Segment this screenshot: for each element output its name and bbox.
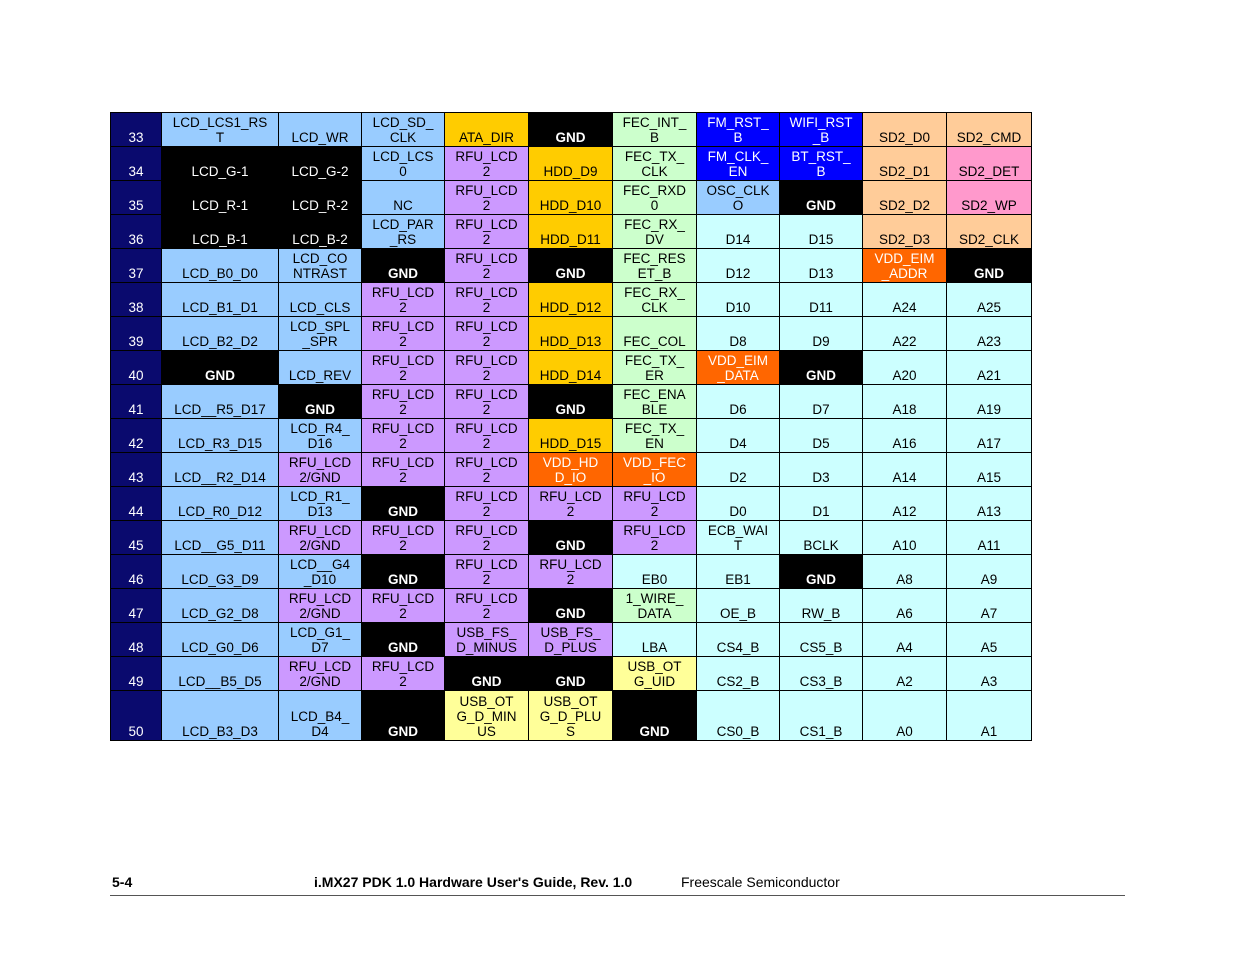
pin-cell: RFU_LCD 2 [445, 147, 529, 181]
row-number-cell: 44 [111, 487, 162, 521]
pin-cell: LCD_R1_ D13 [279, 487, 362, 521]
pin-cell: RFU_LCD 2 [613, 521, 697, 555]
pin-cell: LCD_G3_D9 [162, 555, 279, 589]
pin-cell: RFU_LCD 2 [445, 453, 529, 487]
pin-cell: GND [780, 181, 863, 215]
pin-cell: LCD__B5_D5 [162, 657, 279, 691]
pin-cell: BCLK [780, 521, 863, 555]
pin-cell: FEC_RX_ CLK [613, 283, 697, 317]
pin-cell: A9 [947, 555, 1032, 589]
pin-cell: USB_OT G_D_MIN US [445, 691, 529, 741]
table-row [111, 691, 1032, 741]
pin-cell: VDD_HD D_IO [529, 453, 613, 487]
pin-cell: VDD_EIM _DATA [697, 351, 780, 385]
pin-cell: D11 [780, 283, 863, 317]
pin-cell: A8 [863, 555, 947, 589]
row-number-cell: 43 [111, 453, 162, 487]
pin-cell: FEC_ENA BLE [613, 385, 697, 419]
table-row [111, 317, 1032, 351]
pin-cell: GND [780, 555, 863, 589]
pin-cell: RFU_LCD 2 [445, 283, 529, 317]
pin-cell: RFU_LCD 2 [362, 351, 445, 385]
row-number-cell: 38 [111, 283, 162, 317]
pin-cell: D14 [697, 215, 780, 249]
pin-cell: D12 [697, 249, 780, 283]
pin-cell: A16 [863, 419, 947, 453]
pin-cell: EB0 [613, 555, 697, 589]
pin-cell: SD2_WP [947, 181, 1032, 215]
pin-cell: RFU_LCD 2 [445, 181, 529, 215]
pin-cell: A20 [863, 351, 947, 385]
pin-cell: D9 [780, 317, 863, 351]
pin-cell: GND [279, 385, 362, 419]
pin-cell: GND [529, 385, 613, 419]
pin-cell: SD2_DET [947, 147, 1032, 181]
pin-cell: RFU_LCD 2 [362, 317, 445, 351]
pin-cell: LCD_R-1 [162, 181, 279, 215]
pin-cell: LCD_SD_ CLK [362, 113, 445, 147]
pin-cell: GND [362, 487, 445, 521]
pin-cell: RFU_LCD 2 [362, 385, 445, 419]
pin-cell: RFU_LCD 2 [362, 453, 445, 487]
pin-cell: ATA_DIR [445, 113, 529, 147]
pin-cell: LCD_G2_D8 [162, 589, 279, 623]
pin-cell: HDD_D10 [529, 181, 613, 215]
pin-cell: LBA [613, 623, 697, 657]
pin-cell: RFU_LCD 2 [445, 351, 529, 385]
pin-cell: GND [529, 113, 613, 147]
pin-cell: CS2_B [697, 657, 780, 691]
pin-cell: LCD_G-2 [279, 147, 362, 181]
pin-cell: VDD_FEC _IO [613, 453, 697, 487]
pin-cell: LCD_G-1 [162, 147, 279, 181]
pin-cell: CS1_B [780, 691, 863, 741]
pin-cell: A21 [947, 351, 1032, 385]
pin-cell: LCD_G1_ D7 [279, 623, 362, 657]
pin-cell: D4 [697, 419, 780, 453]
pin-cell: RFU_LCD 2 [445, 419, 529, 453]
pin-cell: A11 [947, 521, 1032, 555]
pin-cell: CS5_B [780, 623, 863, 657]
row-number-cell: 35 [111, 181, 162, 215]
pin-cell: LCD_B2_D2 [162, 317, 279, 351]
pin-cell: CS0_B [697, 691, 780, 741]
pin-cell: HDD_D9 [529, 147, 613, 181]
pin-cell: GND [362, 555, 445, 589]
pin-cell: SD2_D3 [863, 215, 947, 249]
pin-cell: GND [362, 691, 445, 741]
pin-cell: LCD_B-1 [162, 215, 279, 249]
pin-cell: D2 [697, 453, 780, 487]
pin-cell: RFU_LCD 2/GND [279, 453, 362, 487]
pin-cell: SD2_CLK [947, 215, 1032, 249]
pin-cell: RFU_LCD 2 [445, 385, 529, 419]
pin-cell: GND [780, 351, 863, 385]
pin-cell: RFU_LCD 2/GND [279, 521, 362, 555]
footer-divider [110, 895, 1125, 896]
pin-cell: FEC_COL [613, 317, 697, 351]
row-number-cell: 47 [111, 589, 162, 623]
page-number: 5-4 [112, 874, 133, 890]
table-row [111, 521, 1032, 555]
pin-cell: RW_B [780, 589, 863, 623]
pin-cell: A7 [947, 589, 1032, 623]
pin-cell: HDD_D11 [529, 215, 613, 249]
table-row [111, 113, 1032, 147]
pin-cell: RFU_LCD 2 [445, 589, 529, 623]
pin-cell: LCD__R5_D17 [162, 385, 279, 419]
pin-cell: SD2_D2 [863, 181, 947, 215]
pin-cell: LCD_LCS1_RS T [162, 113, 279, 147]
row-number-cell: 36 [111, 215, 162, 249]
pin-cell: SD2_D0 [863, 113, 947, 147]
row-number-cell: 42 [111, 419, 162, 453]
pin-cell: A13 [947, 487, 1032, 521]
table-row [111, 249, 1032, 283]
pin-cell: LCD_R-2 [279, 181, 362, 215]
table-row [111, 589, 1032, 623]
pin-cell: RFU_LCD 2 [362, 419, 445, 453]
pin-cell: A5 [947, 623, 1032, 657]
pin-cell: D8 [697, 317, 780, 351]
pin-cell: FEC_RX_ DV [613, 215, 697, 249]
pin-cell: A18 [863, 385, 947, 419]
pin-cell: D1 [780, 487, 863, 521]
table-row [111, 487, 1032, 521]
pin-cell: RFU_LCD 2 [445, 521, 529, 555]
pin-cell: GND [947, 249, 1032, 283]
pin-cell: A12 [863, 487, 947, 521]
table-row [111, 181, 1032, 215]
pin-cell: RFU_LCD 2 [529, 487, 613, 521]
pin-cell: BT_RST_ B [780, 147, 863, 181]
pin-cell: RFU_LCD 2 [529, 555, 613, 589]
pin-cell: A23 [947, 317, 1032, 351]
pin-cell: A22 [863, 317, 947, 351]
pin-cell: LCD_R4_ D16 [279, 419, 362, 453]
pin-cell: GND [362, 249, 445, 283]
pin-cell: RFU_LCD 2 [362, 657, 445, 691]
pin-cell: D6 [697, 385, 780, 419]
row-number-cell: 39 [111, 317, 162, 351]
pin-cell: LCD_B3_D3 [162, 691, 279, 741]
pin-cell: LCD_R3_D15 [162, 419, 279, 453]
pin-cell: A3 [947, 657, 1032, 691]
pin-cell: LCD__G4 _D10 [279, 555, 362, 589]
pin-cell: FM_RST_ B [697, 113, 780, 147]
pin-cell: GND [613, 691, 697, 741]
pin-cell: D3 [780, 453, 863, 487]
pin-cell: LCD_PAR _RS [362, 215, 445, 249]
pin-cell: A0 [863, 691, 947, 741]
pin-cell: USB_FS_ D_MINUS [445, 623, 529, 657]
table-row [111, 385, 1032, 419]
document-title: i.MX27 PDK 1.0 Hardware User's Guide, Rev. 1.0 [314, 874, 633, 890]
pin-cell: HDD_D14 [529, 351, 613, 385]
row-number-cell: 49 [111, 657, 162, 691]
pin-cell: FEC_RXD 0 [613, 181, 697, 215]
row-number-cell: 40 [111, 351, 162, 385]
pin-cell: RFU_LCD 2 [445, 215, 529, 249]
pin-cell: LCD__G5_D11 [162, 521, 279, 555]
company-name: Freescale Semiconductor [681, 874, 840, 890]
pin-cell: USB_OT G_D_PLU S [529, 691, 613, 741]
pin-cell: HDD_D12 [529, 283, 613, 317]
table-row [111, 657, 1032, 691]
table-row [111, 147, 1032, 181]
pin-cell: GND [445, 657, 529, 691]
row-number-cell: 33 [111, 113, 162, 147]
pin-cell: LCD_B0_D0 [162, 249, 279, 283]
pin-cell: CS4_B [697, 623, 780, 657]
table-row [111, 453, 1032, 487]
pin-cell: RFU_LCD 2 [362, 283, 445, 317]
pin-cell: A6 [863, 589, 947, 623]
pin-cell: RFU_LCD 2 [445, 555, 529, 589]
pin-cell: A15 [947, 453, 1032, 487]
pin-table-body [111, 113, 1032, 741]
row-number-cell: 37 [111, 249, 162, 283]
pin-cell: GND [529, 657, 613, 691]
pin-cell: A24 [863, 283, 947, 317]
pin-cell: LCD_B1_D1 [162, 283, 279, 317]
pin-cell: RFU_LCD 2 [613, 487, 697, 521]
pin-cell: HDD_D13 [529, 317, 613, 351]
pin-cell: FEC_INT_ B [613, 113, 697, 147]
table-row [111, 215, 1032, 249]
table-row [111, 283, 1032, 317]
pin-cell: FEC_TX_ CLK [613, 147, 697, 181]
pin-cell: LCD_G0_D6 [162, 623, 279, 657]
pin-assignment-table [110, 112, 1032, 741]
pin-cell: FEC_TX_ ER [613, 351, 697, 385]
pin-cell: GND [529, 521, 613, 555]
row-number-cell: 48 [111, 623, 162, 657]
pin-cell: LCD_CLS [279, 283, 362, 317]
pin-cell: 1_WIRE_ DATA [613, 589, 697, 623]
pin-cell: SD2_CMD [947, 113, 1032, 147]
pin-cell: SD2_D1 [863, 147, 947, 181]
pin-cell: RFU_LCD 2 [362, 521, 445, 555]
pin-cell: FM_CLK_ EN [697, 147, 780, 181]
pin-cell: LCD_REV [279, 351, 362, 385]
row-number-cell: 41 [111, 385, 162, 419]
pin-cell: A19 [947, 385, 1032, 419]
pin-cell: D15 [780, 215, 863, 249]
pin-cell: WIFI_RST _B [780, 113, 863, 147]
pin-cell: RFU_LCD 2/GND [279, 657, 362, 691]
table-row [111, 555, 1032, 589]
pin-cell: RFU_LCD 2/GND [279, 589, 362, 623]
row-number-cell: 34 [111, 147, 162, 181]
pin-cell: A1 [947, 691, 1032, 741]
pin-cell: LCD_R0_D12 [162, 487, 279, 521]
pin-cell: A17 [947, 419, 1032, 453]
pin-cell: RFU_LCD 2 [362, 589, 445, 623]
table-row [111, 623, 1032, 657]
pin-cell: OSC_CLK O [697, 181, 780, 215]
pin-cell: USB_FS_ D_PLUS [529, 623, 613, 657]
row-number-cell: 46 [111, 555, 162, 589]
pin-cell: LCD_B-2 [279, 215, 362, 249]
pin-cell: ECB_WAI T [697, 521, 780, 555]
pin-cell: OE_B [697, 589, 780, 623]
pin-cell: LCD_B4_ D4 [279, 691, 362, 741]
pin-cell: D13 [780, 249, 863, 283]
pin-cell: LCD__R2_D14 [162, 453, 279, 487]
pin-cell: FEC_RES ET_B [613, 249, 697, 283]
pin-cell: A14 [863, 453, 947, 487]
pin-cell: D0 [697, 487, 780, 521]
table-row [111, 351, 1032, 385]
pin-cell: LCD_CO NTRAST [279, 249, 362, 283]
pin-cell: RFU_LCD 2 [445, 249, 529, 283]
pin-cell: RFU_LCD 2 [445, 487, 529, 521]
pin-cell: LCD_WR [279, 113, 362, 147]
pin-cell: D7 [780, 385, 863, 419]
pin-cell: A25 [947, 283, 1032, 317]
pin-cell: A10 [863, 521, 947, 555]
pin-cell: HDD_D15 [529, 419, 613, 453]
pin-cell: GND [362, 623, 445, 657]
row-number-cell: 50 [111, 691, 162, 741]
pin-cell: FEC_TX_ EN [613, 419, 697, 453]
pin-cell: NC [362, 181, 445, 215]
pin-cell: CS3_B [780, 657, 863, 691]
pin-cell: A4 [863, 623, 947, 657]
pin-cell: VDD_EIM _ADDR [863, 249, 947, 283]
pin-cell: LCD_SPL _SPR [279, 317, 362, 351]
row-number-cell: 45 [111, 521, 162, 555]
pin-cell: USB_OT G_UID [613, 657, 697, 691]
pin-cell: RFU_LCD 2 [445, 317, 529, 351]
pin-cell: D5 [780, 419, 863, 453]
pin-cell: D10 [697, 283, 780, 317]
table-row [111, 419, 1032, 453]
pin-cell: GND [162, 351, 279, 385]
pin-cell: EB1 [697, 555, 780, 589]
pin-cell: GND [529, 589, 613, 623]
pin-cell: GND [529, 249, 613, 283]
pin-cell: LCD_LCS 0 [362, 147, 445, 181]
pin-cell: A2 [863, 657, 947, 691]
